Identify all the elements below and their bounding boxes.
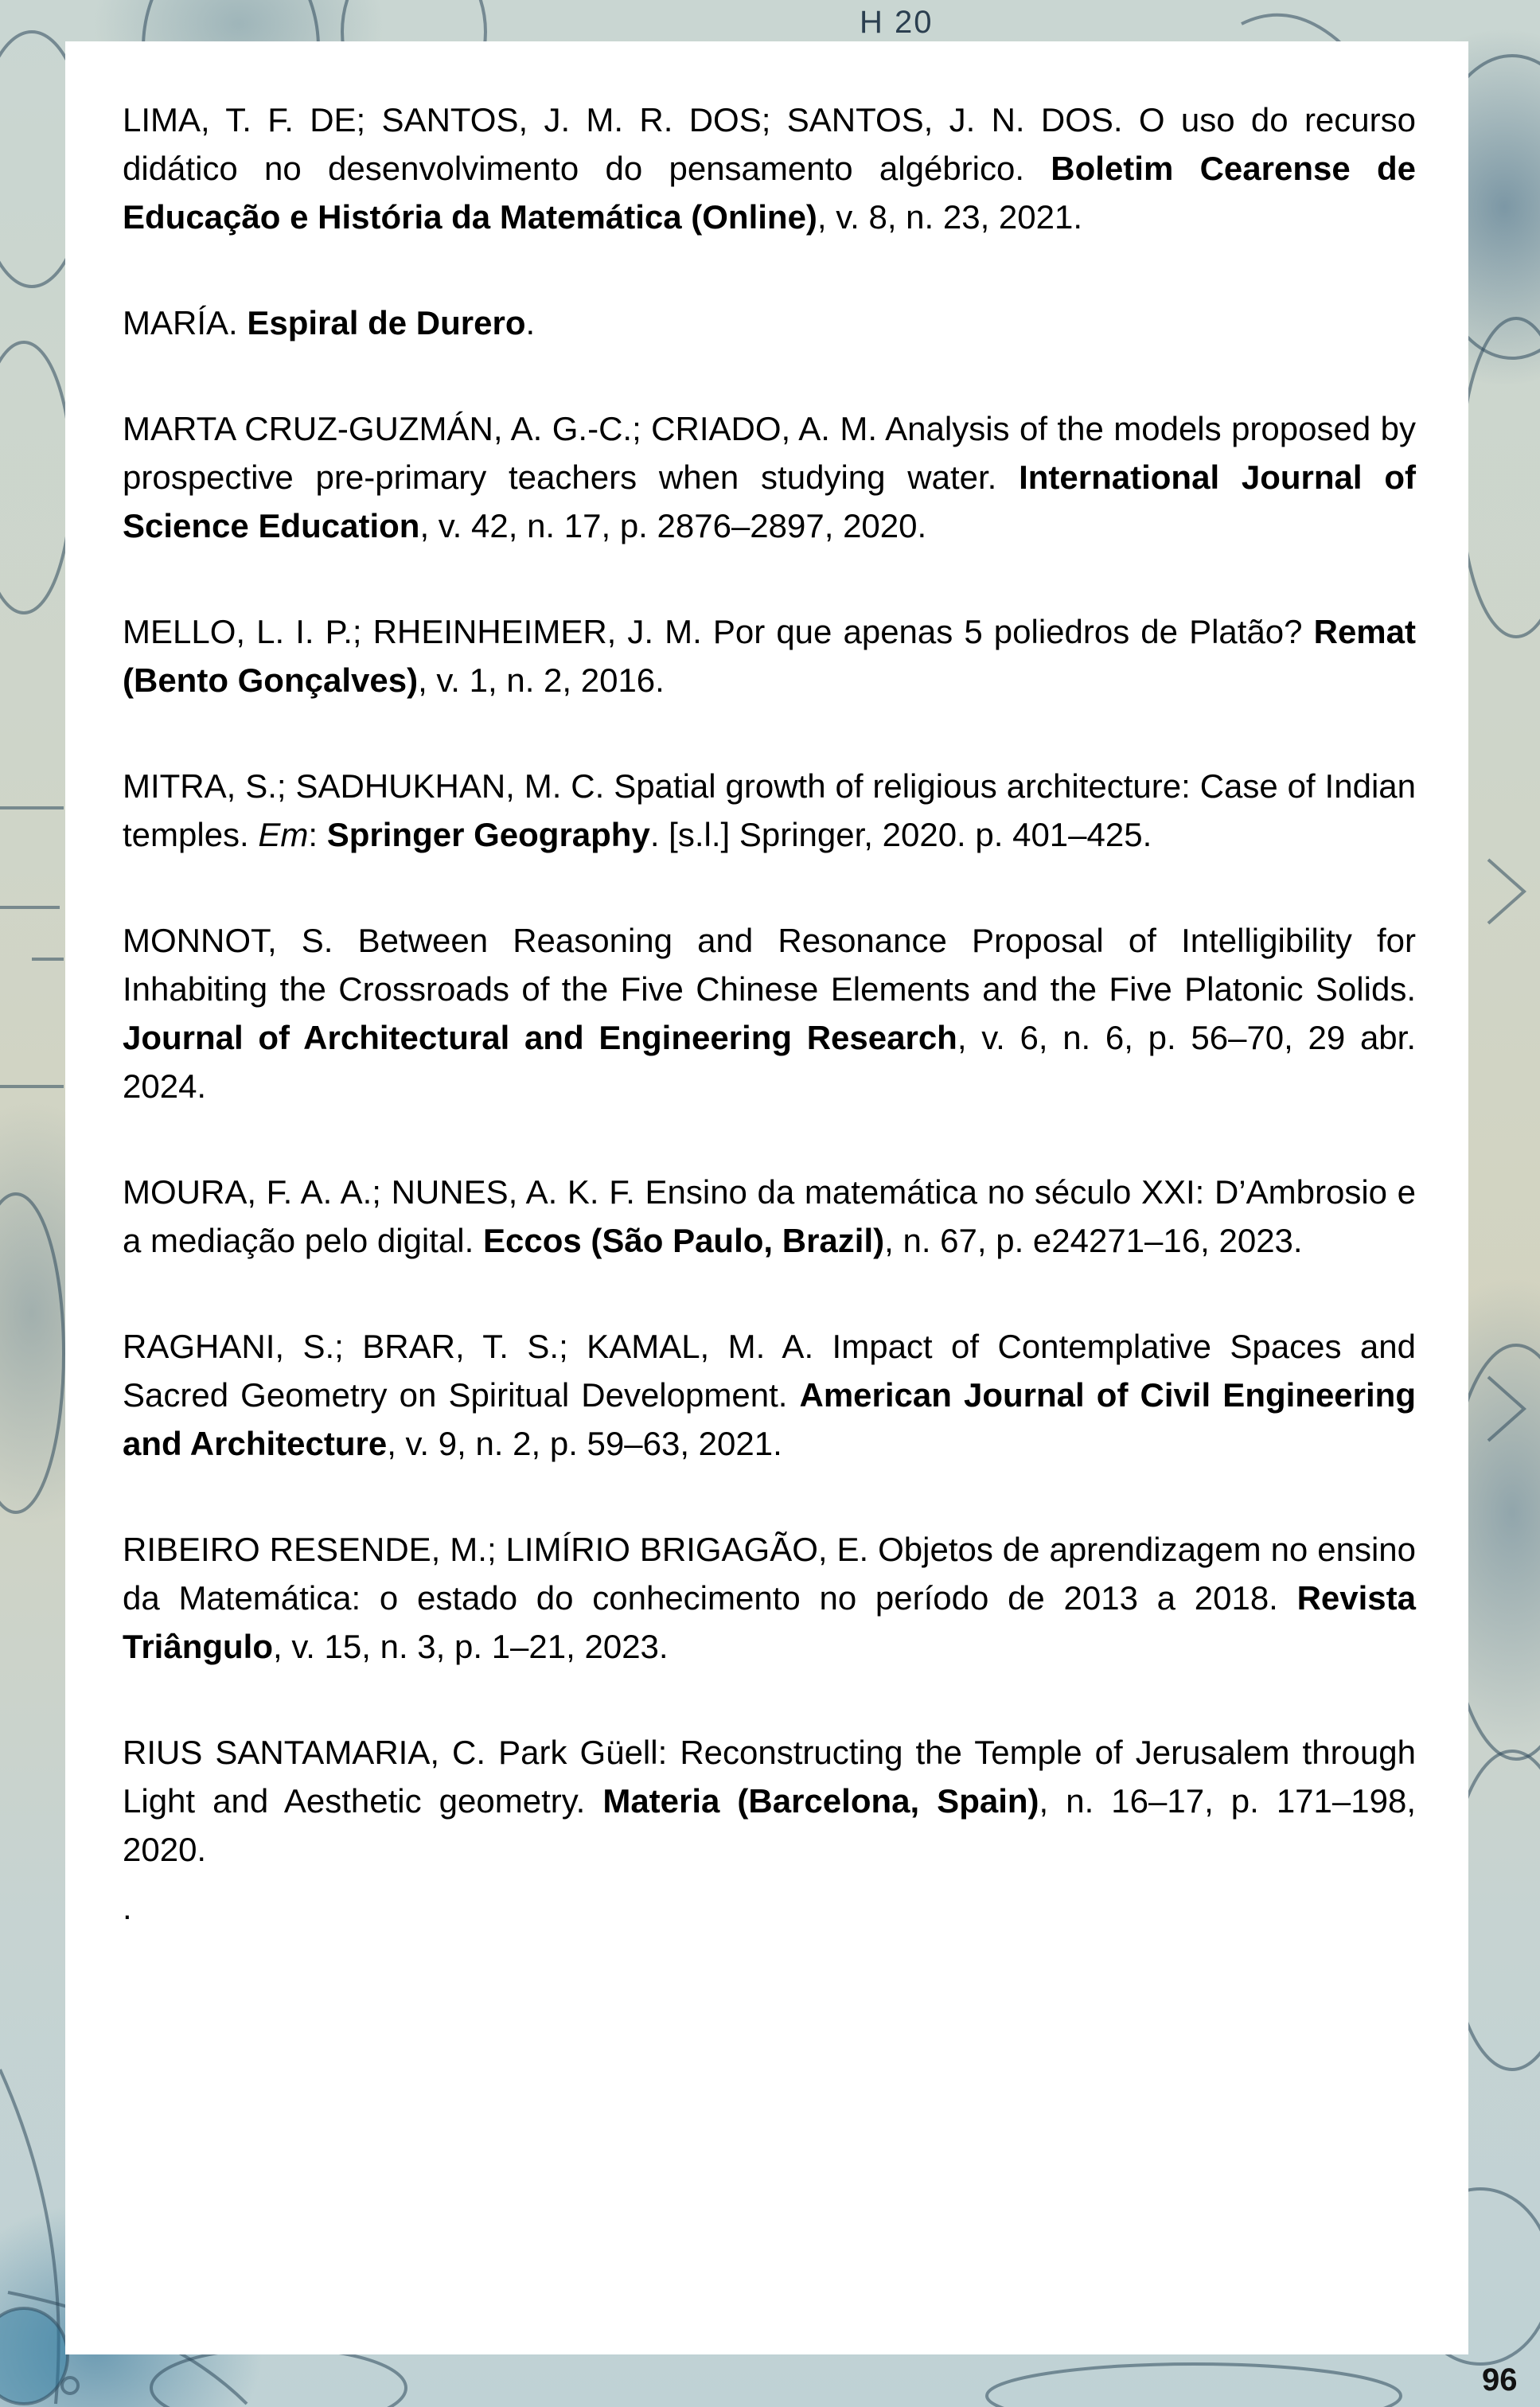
reference-source-title: Materia (Barcelona, Spain) (602, 1782, 1039, 1820)
reference-details: . [s.l.] Springer, 2020. p. 401–425. (649, 816, 1152, 853)
reference-text: MELLO, L. I. P.; RHEINHEIMER, J. M. Por que apenas 5 poliedros de Platão? (123, 613, 1314, 650)
reference-source-title: Journal of Architectural and Engineering Research (123, 1019, 957, 1056)
reference-details: . (525, 304, 536, 341)
reference-text: RIBEIRO RESENDE, M.; LIMÍRIO BRIGAGÃO, E. Objetos de aprendizagem no ensino da Matemática: o estado do conhecimento no período de 2013 a 2018. (123, 1531, 1416, 1617)
reference-text: RIUS SANTAMARIA, C. Park Güell: Reconstructing the Temple of Jerusalem through Light and Aesthetic geometry. (123, 1734, 1416, 1820)
reference-source-title: International Journal of Science Education (123, 458, 1416, 544)
reference-details: , v. 42, n. 17, p. 2876–2897, 2020. (419, 507, 927, 544)
reference-details: , v. 1, n. 2, 2016. (418, 661, 665, 699)
reference-text: MONNOT, S. Between Reasoning and Resonance Proposal of Intelligibility for Inhabiting the Crossroads of the Five Chinese Elements and the Five Platonic Solids. (123, 922, 1416, 1008)
page-number: 96 (1482, 2362, 1518, 2397)
reference-entry (123, 96, 1416, 241)
reference-entry (123, 1322, 1416, 1468)
reference-entry (123, 298, 1416, 347)
reference-in-marker: Em (258, 816, 309, 853)
reference-details: , n. 67, p. e24271–16, 2023. (884, 1222, 1303, 1259)
reference-entry (123, 1525, 1416, 1671)
reference-source-title: Remat (Bento Gonçalves) (123, 613, 1416, 699)
reference-entry (123, 916, 1416, 1110)
reference-details: , n. 16–17, p. 171–198, 2020. (123, 1782, 1416, 1868)
reference-entry (123, 1728, 1416, 1874)
reference-source-title: Espiral de Durero (247, 304, 526, 341)
reference-entry (123, 607, 1416, 704)
reference-source-title: American Journal of Civil Engineering and Architecture (123, 1376, 1416, 1462)
reference-details: , v. 9, n. 2, p. 59–63, 2021. (387, 1425, 782, 1462)
reference-source-title: Eccos (São Paulo, Brazil) (482, 1222, 885, 1259)
reference-text: MARTA CRUZ-GUZMÁN, A. G.-C.; CRIADO, A. M. Analysis of the models proposed by prospective pre-primary teachers when studying water. (123, 410, 1416, 496)
reference-text: MOURA, F. A. A.; NUNES, A. K. F. Ensino da matemática no século XXI: D’Ambrosio e a mediação pelo digital. (123, 1173, 1416, 1259)
background-formula-text: H 20 (860, 5, 934, 40)
page-content-panel (65, 41, 1468, 2354)
reference-text: MARÍA. (123, 304, 248, 341)
reference-text: RAGHANI, S.; BRAR, T. S.; KAMAL, M. A. Impact of Contemplative Spaces and Sacred Geometry on Spiritual Development. (123, 1328, 1416, 1414)
reference-text: LIMA, T. F. DE; SANTOS, J. M. R. DOS; SANTOS, J. N. DOS. O uso do recurso didático no desenvolvimento do pensamento algébrico. (123, 101, 1416, 187)
reference-source-title: Springer Geography (326, 816, 650, 853)
reference-list (123, 96, 1416, 1932)
reference-details: , v. 15, n. 3, p. 1–21, 2023. (273, 1628, 669, 1665)
reference-details: , v. 8, n. 23, 2021. (817, 198, 1083, 236)
reference-separator: : (308, 816, 327, 853)
reference-entry (123, 762, 1416, 859)
reference-entry (123, 1168, 1416, 1265)
reference-source-title: Boletim Cearense de Educação e História da Matemática (Online) (123, 150, 1416, 236)
reference-details: , v. 6, n. 6, p. 56–70, 29 abr. 2024. (123, 1019, 1416, 1105)
reference-entry (123, 404, 1416, 550)
reference-source-title: Revista Triângulo (123, 1579, 1416, 1665)
reference-text: MITRA, S.; SADHUKHAN, M. C. Spatial growth of religious architecture: Case of Indian temples. (123, 767, 1416, 853)
trailing-paragraph-mark: . (123, 1889, 132, 1926)
